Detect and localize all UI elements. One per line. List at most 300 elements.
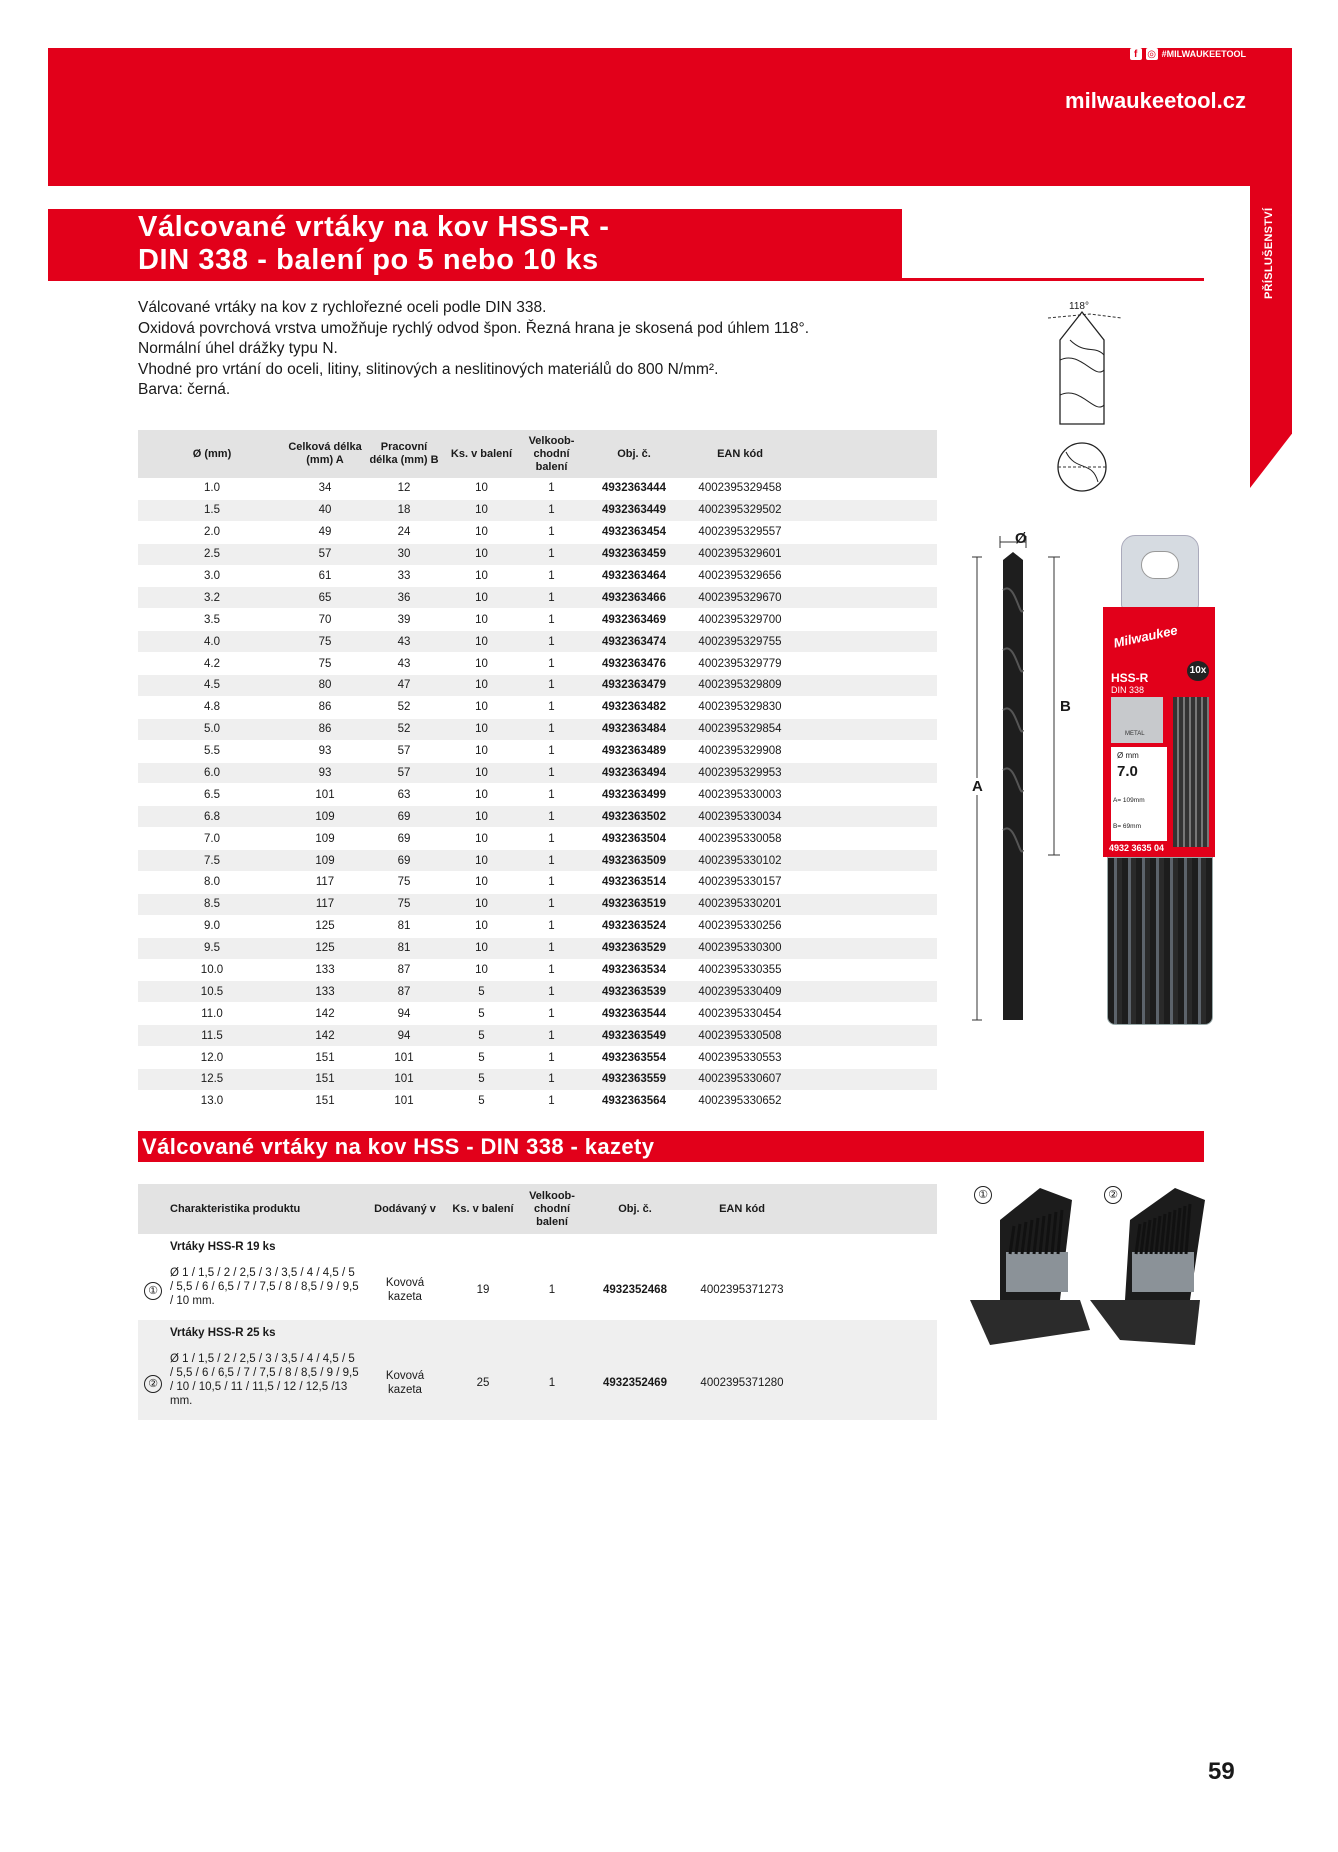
spec-table <box>138 430 937 1113</box>
cell-total-length: 109 <box>286 806 364 828</box>
cell-bulk: 1 <box>519 565 584 587</box>
cell-diameter: 9.0 <box>138 915 286 937</box>
col-header-pcs: Ks. v balení <box>446 1184 520 1234</box>
section1-title <box>138 211 610 277</box>
col-header-spacer <box>798 1184 937 1234</box>
kit-description: Ø 1 / 1,5 / 2 / 2,5 / 3 / 3,5 / 4 / 4,5 / 5 / 5,5 / 6 / 6,5 / 7 / 7,5 / 8 / 8,5 / 9 / 9,5 / 10 / 10,5 / 11 / 11,5 / 12 / 12,5 /13 mm. <box>170 1353 359 1407</box>
cell-spacer <box>796 478 937 499</box>
cell-ean: 4002395329502 <box>684 499 796 521</box>
kit-supplied: Kovová kazeta <box>364 1346 446 1420</box>
cell-spacer <box>796 499 937 521</box>
cell-working-length: 75 <box>364 872 444 894</box>
cell-pcs: 10 <box>444 937 519 959</box>
cell-diameter: 5.5 <box>138 740 286 762</box>
kit-supplied: Kovová kazeta <box>385 1277 425 1303</box>
package-metal-box <box>1111 697 1163 743</box>
cell-diameter: 1.5 <box>138 499 286 521</box>
col-header-spacer <box>796 430 937 478</box>
cell-spacer <box>796 850 937 872</box>
cell-diameter: 4.5 <box>138 675 286 697</box>
cell-spacer <box>796 872 937 894</box>
dimension-b-label: B <box>1060 698 1071 715</box>
cell-bulk: 1 <box>519 675 584 697</box>
cell-total-length: 142 <box>286 1025 364 1047</box>
cell-ean: 4002395329557 <box>684 521 796 543</box>
cell-ean: 4002395329458 <box>684 478 796 499</box>
cell-spacer <box>796 1090 937 1112</box>
cell-total-length: 65 <box>286 587 364 609</box>
col-header-working-length: Pracovní délka (mm) B <box>364 430 444 478</box>
kit-name: Vrtáky HSS-R 19 ks <box>170 1241 276 1253</box>
cell-bulk: 1 <box>519 609 584 631</box>
table-row <box>138 937 937 959</box>
header-banner <box>48 48 1292 186</box>
section2-title: Válcované vrtáky na kov HSS - DIN 338 - kazety <box>142 1134 655 1159</box>
cell-bulk: 1 <box>519 915 584 937</box>
cell-ean: 4002395330157 <box>684 872 796 894</box>
cell-order-number: 4932363449 <box>584 499 684 521</box>
col-header-supplied: Dodávaný v <box>364 1184 446 1234</box>
cell-total-length: 70 <box>286 609 364 631</box>
cell-bulk: 1 <box>519 806 584 828</box>
cell-diameter: 12.0 <box>138 1047 286 1069</box>
cell-total-length: 86 <box>286 696 364 718</box>
cell-diameter: 9.5 <box>138 937 286 959</box>
cell-total-length: 34 <box>286 478 364 499</box>
cell-total-length: 93 <box>286 762 364 784</box>
cell-bulk: 1 <box>519 1003 584 1025</box>
cell-spacer <box>796 740 937 762</box>
cell-spacer <box>796 937 937 959</box>
cell-working-length: 81 <box>364 915 444 937</box>
cell-order-number: 4932363524 <box>584 915 684 937</box>
cell-spacer <box>796 521 937 543</box>
cell-diameter: 4.0 <box>138 631 286 653</box>
cell-working-length: 43 <box>364 631 444 653</box>
cell-bulk: 1 <box>519 587 584 609</box>
cell-order-number: 4932363559 <box>584 1069 684 1091</box>
cell-total-length: 57 <box>286 543 364 565</box>
package-body <box>1107 857 1213 1025</box>
package-b: B= 69mm <box>1113 823 1141 830</box>
cell-order-number: 4932363544 <box>584 1003 684 1025</box>
cell-pcs: 10 <box>444 893 519 915</box>
cell-pcs: 10 <box>444 740 519 762</box>
cell-diameter: 4.8 <box>138 696 286 718</box>
cell-diameter: 12.5 <box>138 1069 286 1091</box>
cell-working-length: 87 <box>364 959 444 981</box>
cell-bulk: 1 <box>519 981 584 1003</box>
cell-spacer <box>796 1047 937 1069</box>
page-number: 59 <box>1208 1758 1235 1785</box>
kit-order-number: 4932352468 <box>603 1284 667 1296</box>
cell-ean: 4002395329809 <box>684 675 796 697</box>
cell-spacer <box>796 981 937 1003</box>
cell-diameter: 1.0 <box>138 478 286 499</box>
cell-ean: 4002395329779 <box>684 653 796 675</box>
cell-pcs: 10 <box>444 478 519 499</box>
cell-pcs: 5 <box>444 1025 519 1047</box>
cell-ean: 4002395330355 <box>684 959 796 981</box>
package-hanger-hole <box>1141 551 1179 579</box>
spec-table-body <box>138 478 937 1112</box>
cell-order-number: 4932363464 <box>584 565 684 587</box>
cell-working-length: 47 <box>364 675 444 697</box>
kit-name-row <box>138 1320 937 1346</box>
drill-tip-diagram <box>1040 300 1130 500</box>
cell-order-number: 4932363454 <box>584 521 684 543</box>
cell-pcs: 10 <box>444 543 519 565</box>
col-header-pcs: Ks. v balení <box>444 430 519 478</box>
cell-working-length: 43 <box>364 653 444 675</box>
table-row <box>138 1346 937 1420</box>
side-tab-label: PŘÍSLUŠENSTVÍ <box>1263 207 1275 299</box>
table-row <box>138 740 937 762</box>
cell-spacer <box>796 959 937 981</box>
cell-spacer <box>796 609 937 631</box>
cell-spacer <box>796 915 937 937</box>
cell-pcs: 5 <box>444 1090 519 1112</box>
table-row <box>138 1003 937 1025</box>
kit-desc-cell <box>138 1346 364 1420</box>
cell-total-length: 151 <box>286 1069 364 1091</box>
table-row <box>138 653 937 675</box>
table-row <box>138 981 937 1003</box>
cell-total-length: 117 <box>286 872 364 894</box>
col-header-ean: EAN kód <box>684 430 796 478</box>
cell-working-length: 101 <box>364 1069 444 1091</box>
photo-number-1: ① <box>974 1186 992 1204</box>
cell-pcs: 10 <box>444 959 519 981</box>
cell-ean: 4002395329755 <box>684 631 796 653</box>
cell-working-length: 87 <box>364 981 444 1003</box>
cell-pcs: 10 <box>444 850 519 872</box>
cell-ean: 4002395329854 <box>684 718 796 740</box>
cell-working-length: 12 <box>364 478 444 499</box>
cell-order-number: 4932363476 <box>584 653 684 675</box>
cell-pcs: 10 <box>444 631 519 653</box>
cell-bulk: 1 <box>519 850 584 872</box>
cell-bulk: 1 <box>519 1090 584 1112</box>
cell-working-length: 30 <box>364 543 444 565</box>
cell-ean: 4002395330607 <box>684 1069 796 1091</box>
cell-order-number: 4932363549 <box>584 1025 684 1047</box>
desc-line: Oxidová povrchová vrstva umožňuje rychlý odvod špon. Řezná hrana je skosená pod úhlem 118°. <box>138 319 810 337</box>
cell-working-length: 101 <box>364 1047 444 1069</box>
cell-bulk: 1 <box>519 543 584 565</box>
cell-spacer <box>796 565 937 587</box>
cell-ean: 4002395329601 <box>684 543 796 565</box>
cell-pcs: 10 <box>444 653 519 675</box>
cell-pcs: 5 <box>444 981 519 1003</box>
cell-working-length: 18 <box>364 499 444 521</box>
cell-order-number: 4932363482 <box>584 696 684 718</box>
package-dia: 7.0 <box>1117 763 1138 780</box>
cell-pcs: 10 <box>444 587 519 609</box>
cell-total-length: 125 <box>286 915 364 937</box>
cell-order-number: 4932363564 <box>584 1090 684 1112</box>
cell-total-length: 142 <box>286 1003 364 1025</box>
cell-pcs: 10 <box>444 675 519 697</box>
cell-bulk: 1 <box>519 1047 584 1069</box>
cell-total-length: 109 <box>286 828 364 850</box>
cell-total-length: 125 <box>286 937 364 959</box>
cell-bulk: 1 <box>519 740 584 762</box>
drill-package <box>1103 535 1215 1023</box>
tip-angle-label: 118° <box>1069 301 1089 312</box>
cell-spacer <box>796 631 937 653</box>
table-row <box>138 850 937 872</box>
cell-diameter: 10.0 <box>138 959 286 981</box>
package-brand: Milwaukee <box>1112 622 1179 651</box>
cell-order-number: 4932363502 <box>584 806 684 828</box>
table-row <box>138 959 937 981</box>
cell-pcs: 10 <box>444 499 519 521</box>
cell-spacer <box>796 1003 937 1025</box>
cell-total-length: 49 <box>286 521 364 543</box>
cell-diameter: 11.5 <box>138 1025 286 1047</box>
cell-spacer <box>796 893 937 915</box>
table-row <box>138 478 937 499</box>
cell-bulk: 1 <box>519 893 584 915</box>
cell-working-length: 101 <box>364 1090 444 1112</box>
table-row <box>138 587 937 609</box>
section1-title-rule <box>48 278 1204 281</box>
package-din: DIN 338 <box>1111 685 1145 695</box>
cell-order-number: 4932363554 <box>584 1047 684 1069</box>
col-header-ean: EAN kód <box>686 1184 798 1234</box>
table-row <box>138 915 937 937</box>
cell-spacer <box>796 543 937 565</box>
col-header-order-number: Obj. č. <box>584 430 684 478</box>
cell-ean: 4002395330003 <box>684 784 796 806</box>
cell-pcs: 10 <box>444 784 519 806</box>
cell-working-length: 57 <box>364 762 444 784</box>
table-row <box>138 872 937 894</box>
cell-order-number: 4932363466 <box>584 587 684 609</box>
table-row <box>138 893 937 915</box>
package-label <box>1103 607 1215 857</box>
cell-bulk: 1 <box>519 959 584 981</box>
cell-total-length: 133 <box>286 981 364 1003</box>
kit-pcs: 19 <box>476 1284 490 1296</box>
cell-diameter: 6.0 <box>138 762 286 784</box>
package-dia-label: Ø mm <box>1117 751 1139 760</box>
cell-order-number: 4932363499 <box>584 784 684 806</box>
cell-order-number: 4932363529 <box>584 937 684 959</box>
package-info-box <box>1111 747 1167 841</box>
table-row <box>138 1025 937 1047</box>
section1-title-line2: DIN 338 - balení po 5 nebo 10 ks <box>138 244 599 276</box>
table-row <box>138 828 937 850</box>
table-row <box>138 675 937 697</box>
table-row <box>138 1047 937 1069</box>
kit-bulk: 1 <box>520 1346 584 1420</box>
site-url[interactable]: milwaukeetool.cz <box>1065 88 1246 113</box>
table-row <box>138 696 937 718</box>
table-row <box>138 806 937 828</box>
table-row <box>138 521 937 543</box>
cell-ean: 4002395329953 <box>684 762 796 784</box>
cell-bulk: 1 <box>519 521 584 543</box>
cell-bulk: 1 <box>519 1025 584 1047</box>
cell-diameter: 5.0 <box>138 718 286 740</box>
table-header-row <box>138 1184 937 1234</box>
cell-working-length: 39 <box>364 609 444 631</box>
cell-total-length: 75 <box>286 631 364 653</box>
cell-order-number: 4932363494 <box>584 762 684 784</box>
cell-ean: 4002395330300 <box>684 937 796 959</box>
table-row <box>138 784 937 806</box>
cell-total-length: 117 <box>286 893 364 915</box>
cell-bulk: 1 <box>519 499 584 521</box>
photo-number-2: ② <box>1104 1186 1122 1204</box>
desc-line: Vhodné pro vrtání do oceli, litiny, slitinových a neslitinových materiálů do 800 N/mm². <box>138 360 719 378</box>
cell-working-length: 52 <box>364 718 444 740</box>
table-row <box>138 565 937 587</box>
desc-line: Normální úhel drážky typu N. <box>138 340 338 357</box>
drill-dimension-drawing <box>970 530 1080 1030</box>
kit-ean: 4002395371273 <box>700 1284 784 1296</box>
cell-ean: 4002395330553 <box>684 1047 796 1069</box>
kit-number: ① <box>144 1282 162 1300</box>
cell-pcs: 5 <box>444 1069 519 1091</box>
cell-order-number: 4932363479 <box>584 675 684 697</box>
cell-total-length: 61 <box>286 565 364 587</box>
cell-spacer <box>796 1069 937 1091</box>
cell-bulk: 1 <box>519 937 584 959</box>
drill-kit-cases-photo <box>960 1180 1210 1370</box>
cell-bulk: 1 <box>519 762 584 784</box>
table-row <box>138 1260 937 1320</box>
cell-diameter: 8.5 <box>138 893 286 915</box>
cell-ean: 4002395329830 <box>684 696 796 718</box>
cell-ean: 4002395330454 <box>684 1003 796 1025</box>
cell-diameter: 3.2 <box>138 587 286 609</box>
cell-total-length: 40 <box>286 499 364 521</box>
diameter-label: Ø <box>1015 530 1027 547</box>
kit-number: ② <box>144 1375 162 1393</box>
cell-working-length: 57 <box>364 740 444 762</box>
cell-ean: 4002395330409 <box>684 981 796 1003</box>
cell-bulk: 1 <box>519 784 584 806</box>
cell-working-length: 24 <box>364 521 444 543</box>
table-row <box>138 631 937 653</box>
cell-order-number: 4932363484 <box>584 718 684 740</box>
cell-total-length: 101 <box>286 784 364 806</box>
cell-working-length: 63 <box>364 784 444 806</box>
cell-order-number: 4932363474 <box>584 631 684 653</box>
cell-spacer <box>796 653 937 675</box>
cell-diameter: 2.0 <box>138 521 286 543</box>
cell-order-number: 4932363489 <box>584 740 684 762</box>
cell-order-number: 4932363534 <box>584 959 684 981</box>
cell-order-number: 4932363504 <box>584 828 684 850</box>
cell-spacer <box>796 718 937 740</box>
cell-total-length: 109 <box>286 850 364 872</box>
package-code: 4932 3635 04 <box>1109 843 1165 853</box>
cell-ean: 4002395330034 <box>684 806 796 828</box>
cell-spacer <box>796 828 937 850</box>
cell-pcs: 5 <box>444 1047 519 1069</box>
cell-bulk: 1 <box>519 631 584 653</box>
cell-spacer <box>796 762 937 784</box>
cell-diameter: 6.8 <box>138 806 286 828</box>
section1-description <box>138 298 898 401</box>
col-header-bulk: Velkoob-chodní balení <box>520 1184 584 1234</box>
table-row <box>138 718 937 740</box>
cell-order-number: 4932363514 <box>584 872 684 894</box>
desc-line: Válcované vrtáky na kov z rychlořezné oceli podle DIN 338. <box>138 299 547 316</box>
kit-table <box>138 1184 937 1420</box>
cell-total-length: 86 <box>286 718 364 740</box>
cell-diameter: 13.0 <box>138 1090 286 1112</box>
cell-diameter: 6.5 <box>138 784 286 806</box>
package-count-badge: 10x <box>1187 661 1209 681</box>
cell-bulk: 1 <box>519 872 584 894</box>
cell-ean: 4002395330102 <box>684 850 796 872</box>
dimension-a-label: A <box>972 778 983 795</box>
cell-spacer <box>796 675 937 697</box>
cell-working-length: 69 <box>364 806 444 828</box>
cell-diameter: 3.0 <box>138 565 286 587</box>
package-type: HSS-R <box>1111 671 1149 685</box>
cell-bulk: 1 <box>519 653 584 675</box>
cell-working-length: 94 <box>364 1025 444 1047</box>
instagram-icon[interactable]: ◎ <box>1147 48 1157 60</box>
cell-total-length: 133 <box>286 959 364 981</box>
cell-order-number: 4932363509 <box>584 850 684 872</box>
cell-working-length: 33 <box>364 565 444 587</box>
facebook-icon[interactable]: f <box>1130 48 1142 60</box>
table-row <box>138 543 937 565</box>
cell-total-length: 75 <box>286 653 364 675</box>
cell-order-number: 4932363519 <box>584 893 684 915</box>
cell-diameter: 7.5 <box>138 850 286 872</box>
cell-diameter: 2.5 <box>138 543 286 565</box>
cell-bulk: 1 <box>519 1069 584 1091</box>
cell-diameter: 3.5 <box>138 609 286 631</box>
cell-working-length: 81 <box>364 937 444 959</box>
cell-pcs: 10 <box>444 609 519 631</box>
kit-description: Ø 1 / 1,5 / 2 / 2,5 / 3 / 3,5 / 4 / 4,5 / 5 / 5,5 / 6 / 6,5 / 7 / 7,5 / 8 / 8,5 / 9 / 9,5 / 10 mm. <box>170 1267 359 1307</box>
cell-bulk: 1 <box>519 828 584 850</box>
cell-spacer <box>796 587 937 609</box>
cell-pcs: 10 <box>444 521 519 543</box>
cell-ean: 4002395330201 <box>684 893 796 915</box>
hashtag: #MILWAUKEETOOL <box>1161 49 1246 59</box>
kit-ean: 4002395371280 <box>686 1346 798 1420</box>
cell-diameter: 10.5 <box>138 981 286 1003</box>
cell-diameter: 7.0 <box>138 828 286 850</box>
cell-pcs: 10 <box>444 762 519 784</box>
cell-total-length: 151 <box>286 1047 364 1069</box>
col-header-bulk: Velkoob-chodní balení <box>519 430 584 478</box>
cell-pcs: 5 <box>444 1003 519 1025</box>
package-metal: METAL <box>1125 731 1145 737</box>
kit-desc-cell <box>138 1260 364 1320</box>
cell-bulk: 1 <box>519 478 584 499</box>
cell-total-length: 80 <box>286 675 364 697</box>
cell-spacer <box>796 696 937 718</box>
desc-line: Barva: černá. <box>138 381 231 398</box>
cell-pcs: 10 <box>444 696 519 718</box>
kit-order-number: 4932352469 <box>584 1346 686 1420</box>
cell-working-length: 69 <box>364 850 444 872</box>
table-row <box>138 762 937 784</box>
cell-ean: 4002395330058 <box>684 828 796 850</box>
cell-pcs: 10 <box>444 872 519 894</box>
